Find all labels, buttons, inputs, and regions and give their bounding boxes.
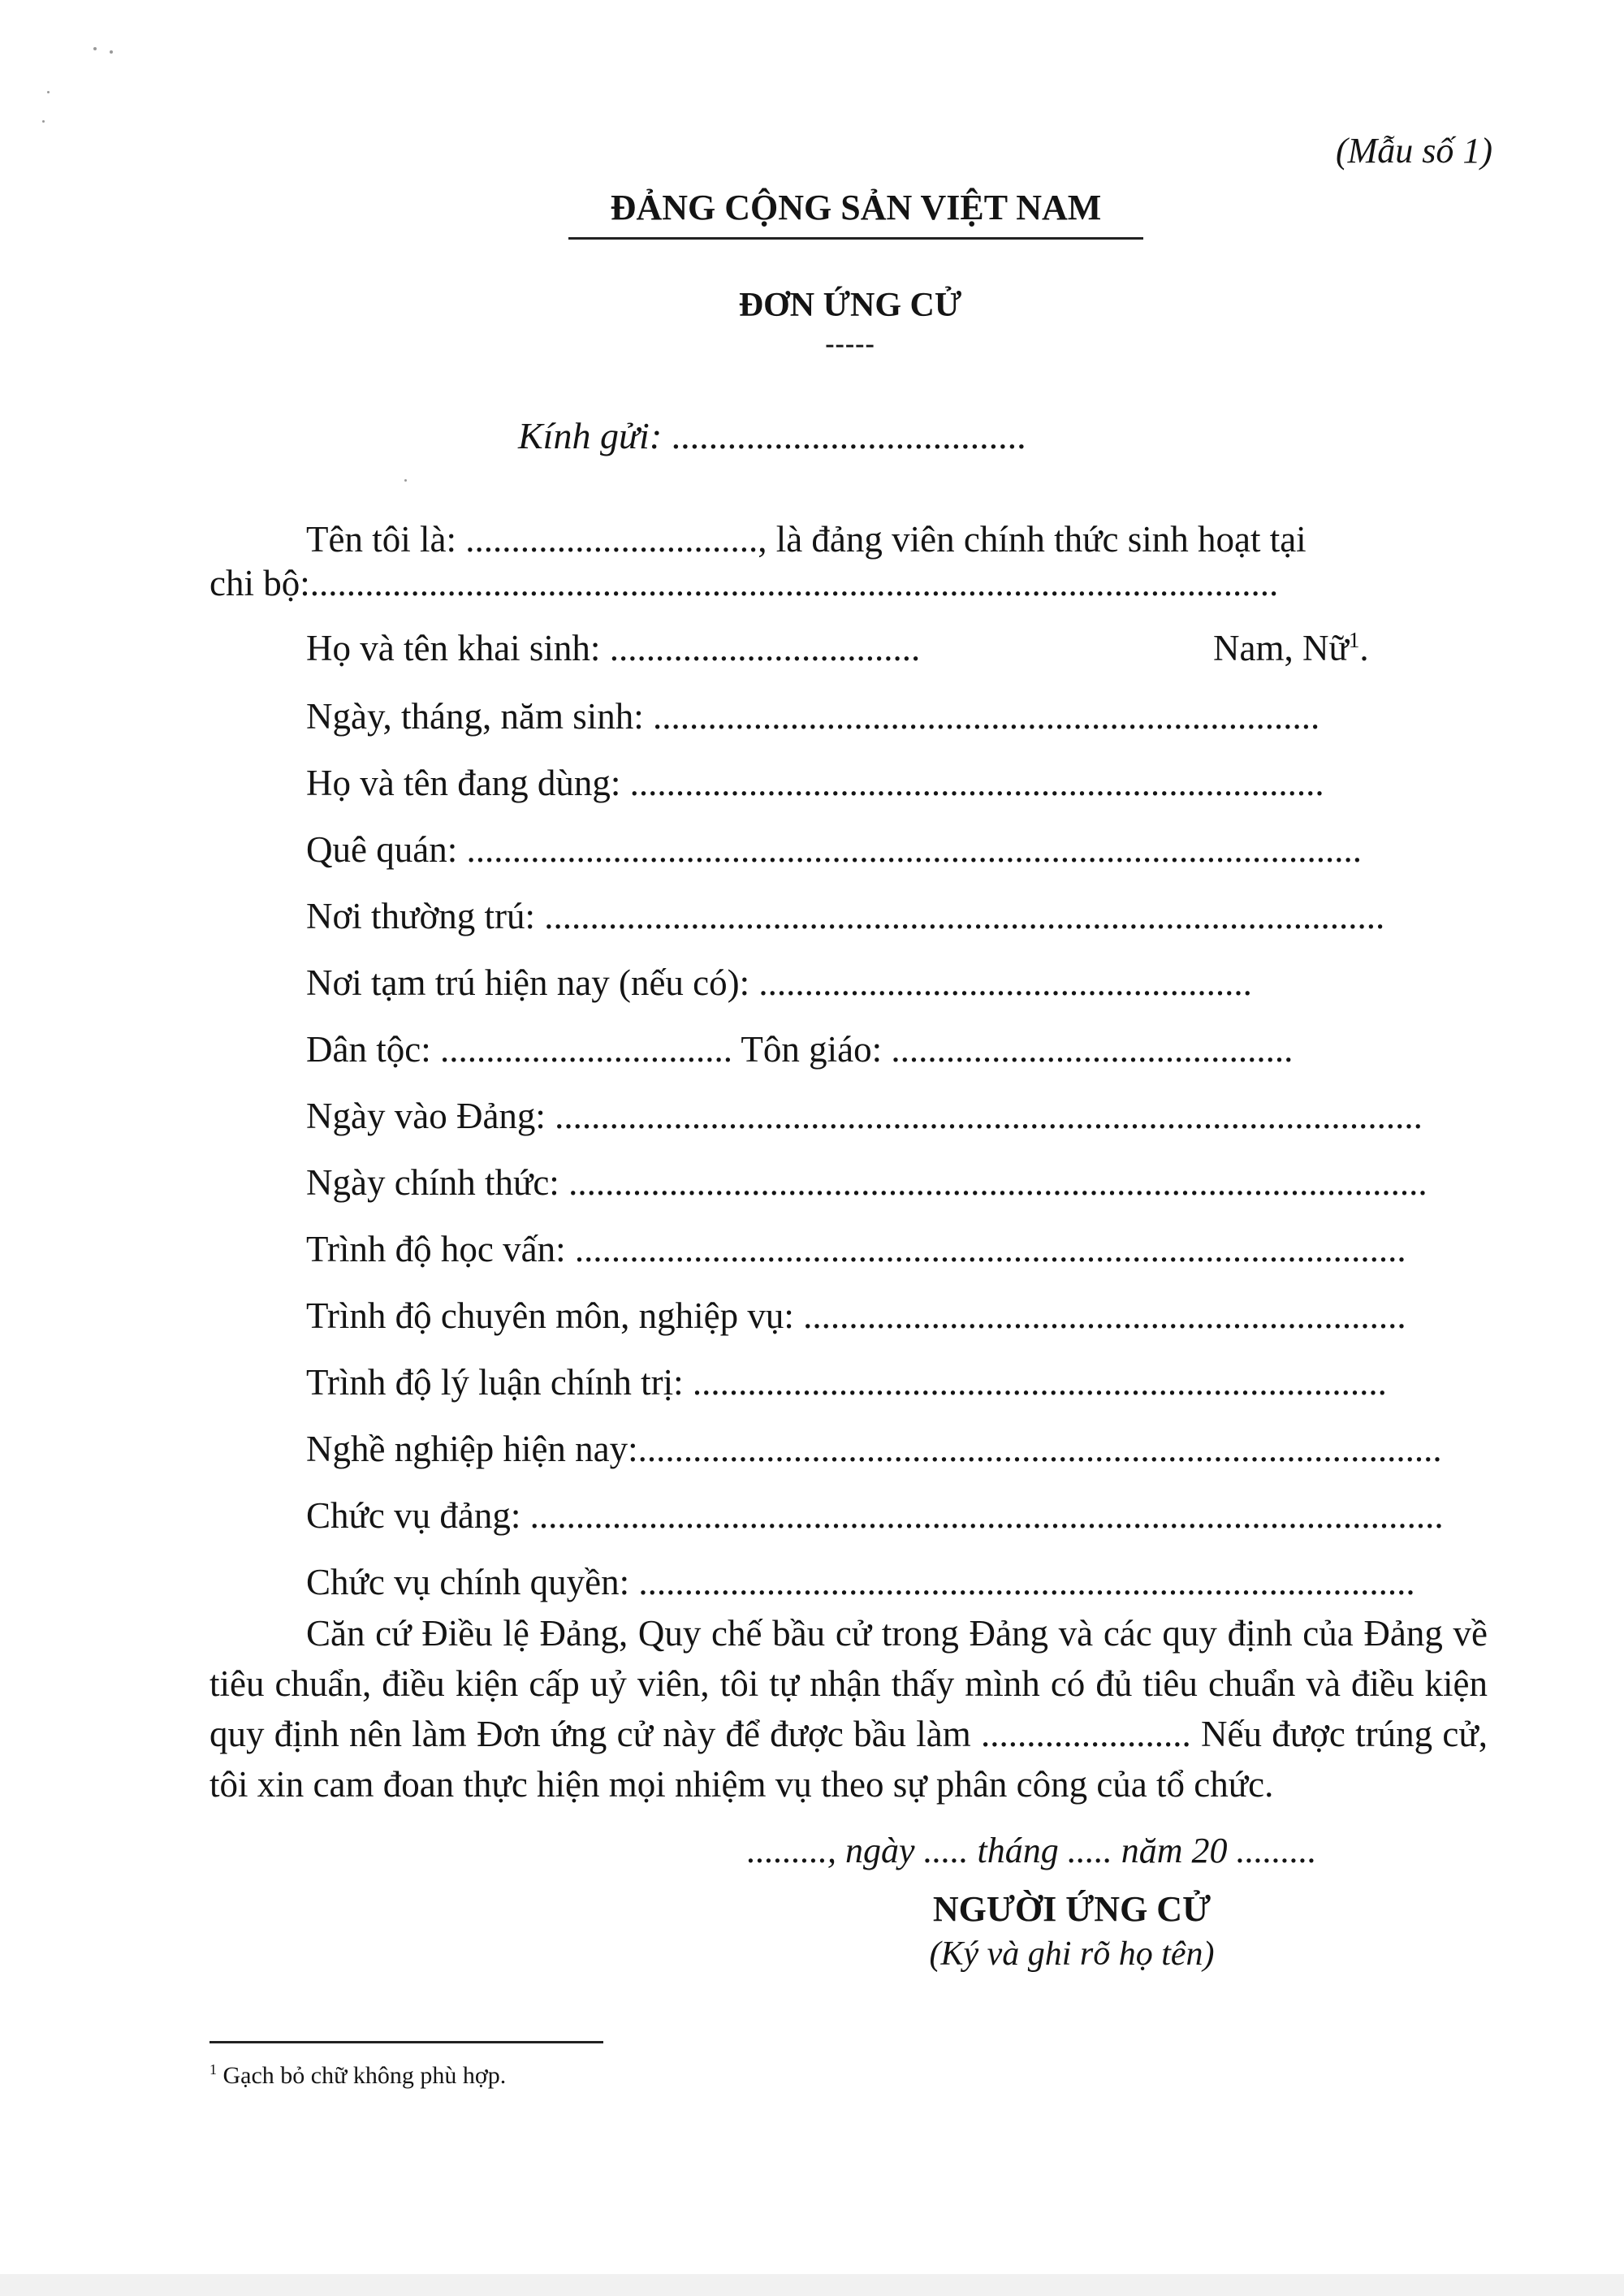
- intro-line-1: Tên tôi là: ................................, là đảng viên chính thức sinh hoạt tại: [306, 519, 1307, 560]
- gender-option: [1213, 627, 1369, 669]
- scan-bottom-edge: [0, 2274, 1624, 2296]
- scan-speck: [404, 479, 407, 482]
- addressee-blank: ......................................: [662, 415, 1026, 456]
- document-title: ĐƠN ỨNG CỬ: [738, 287, 962, 324]
- date-line: ........., ngày ..... tháng ..... năm 20 .........: [747, 1831, 1317, 1870]
- pledge-paragraph: [209, 1608, 1488, 1810]
- footnote: [209, 2061, 506, 2090]
- gender-period: .: [1359, 628, 1369, 668]
- field-party-position: Chức vụ đảng: ....................................................................................................: [306, 1495, 1444, 1536]
- signer-note: (Ký và ghi rõ họ tên): [929, 1935, 1215, 1973]
- scan-speck: [93, 47, 97, 50]
- field-party-join-date: Ngày vào Đảng: ...............................................................................................: [306, 1096, 1423, 1136]
- intro-line-2: chi bộ:..........................................................................................................: [209, 563, 1279, 603]
- footnote-mark: 1: [209, 2061, 217, 2078]
- field-occupation: Nghề nghiệp hiện nay:........................................................................................: [306, 1429, 1442, 1469]
- scan-speck: [47, 91, 50, 93]
- signer-title: NGƯỜI ỨNG CỬ: [932, 1889, 1212, 1929]
- field-government-position: Chức vụ chính quyền: .....................................................................................: [306, 1562, 1415, 1602]
- scan-speck: [110, 50, 113, 54]
- addressee-label: Kính gửi:: [518, 415, 663, 456]
- field-education: Trình độ học vấn: ...........................................................................................: [306, 1229, 1406, 1269]
- footnote-separator: [209, 2041, 603, 2043]
- field-date-of-birth: Ngày, tháng, năm sinh: .........................................................................: [306, 696, 1320, 737]
- field-political-theory: Trình độ lý luận chính trị: ............................................................................: [306, 1362, 1387, 1403]
- gender-text: Nam, Nữ: [1213, 628, 1349, 668]
- field-permanent-address: Nơi thường trú: ............................................................................................: [306, 896, 1385, 936]
- field-current-name: Họ và tên đang dùng: ............................................................................: [306, 763, 1324, 803]
- addressee-line: [518, 414, 1026, 457]
- birth-name-field: Họ và tên khai sinh: ..................................: [306, 628, 921, 668]
- field-ethnicity-religion: Dân tộc: ................................ Tôn giáo: ............................................: [306, 1029, 1294, 1070]
- field-temporary-address: Nơi tạm trú hiện nay (nếu có): ......................................................: [306, 962, 1252, 1003]
- form-number: (Mẫu số 1): [1336, 131, 1493, 171]
- party-name-underline: [568, 237, 1143, 240]
- pledge-text: Căn cứ Điều lệ Đảng, Quy chế bầu cử trong Đảng và các quy định của Đảng về tiêu chuẩn, điều kiện cấp uỷ viên, tôi tự nhận thấy mình có đủ tiêu chuẩn và điều kiện quy định nên làm Đơn ứng cử này để được bầu làm ....................... Nếu được trúng cử, tôi xin cam đoan thực hiện mọi nhiệm vụ theo sự phân công của tổ chức.: [209, 1613, 1488, 1805]
- field-official-date: Ngày chính thức: ..............................................................................................: [306, 1162, 1427, 1203]
- title-dashes: -----: [825, 329, 875, 359]
- footnote-text: Gạch bỏ chữ không phù hợp.: [217, 2062, 507, 2089]
- field-hometown: Quê quán: ..................................................................................................: [306, 829, 1362, 870]
- footnote-ref: 1: [1348, 628, 1360, 652]
- party-name: ĐẢNG CỘNG SẢN VIỆT NAM: [610, 188, 1102, 227]
- scan-speck: [42, 120, 45, 123]
- field-professional-level: Trình độ chuyên môn, nghiệp vụ: ..................................................................: [306, 1295, 1406, 1336]
